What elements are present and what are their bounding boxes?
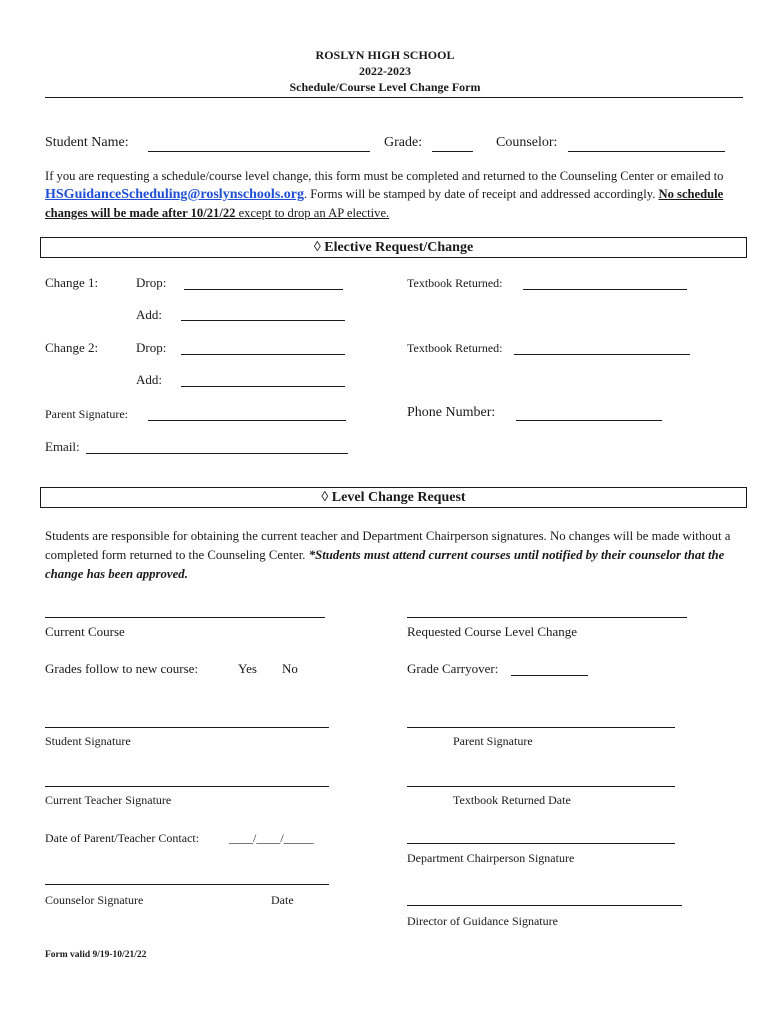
deadline-notice: No schedule changes will be made after 10/21/22 — [45, 187, 724, 220]
change-1-add-field[interactable] — [181, 320, 345, 321]
change-1-add-label: Add: — [136, 307, 162, 322]
current-course-field[interactable] — [45, 617, 325, 618]
student-name-label: Student Name: — [45, 135, 129, 150]
grades-follow-no[interactable]: No — [282, 661, 298, 676]
textbook-date-field[interactable] — [407, 786, 675, 787]
counselor-label: Counselor: — [496, 135, 558, 150]
intro-text-2: . Forms will be stamped by date of receipt and addressed accordingly. — [304, 187, 659, 201]
contact-date-field[interactable]: ____/____/_____ — [229, 831, 314, 845]
counselor-field[interactable] — [568, 151, 725, 152]
counselor-date-label: Date — [271, 893, 294, 907]
parent-signature-caption: Parent Signature — [453, 734, 533, 748]
parent-signature-field[interactable] — [148, 420, 346, 421]
change-1-drop-label: Drop: — [136, 275, 167, 290]
email-label: Email: — [45, 439, 80, 454]
parent-signature-line[interactable] — [407, 727, 675, 728]
grades-follow-label: Grades follow to new course: — [45, 661, 199, 676]
form-title: Schedule/Course Level Change Form — [289, 80, 481, 94]
level-paragraph — [45, 527, 745, 584]
parent-signature-label: Parent Signature: — [45, 407, 128, 421]
current-course-label: Current Course — [45, 624, 125, 639]
textbook-returned-2-label: Textbook Returned: — [407, 341, 503, 355]
student-signature-field[interactable] — [45, 727, 329, 728]
ap-exception-note: except to drop an AP elective. — [235, 206, 390, 220]
school-name: ROSLYN HIGH SCHOOL — [315, 48, 455, 62]
email-field[interactable] — [86, 453, 348, 454]
grade-field[interactable] — [432, 151, 473, 152]
guidance-email-link[interactable]: HSGuidanceScheduling@roslynschools.org — [45, 187, 304, 202]
textbook-returned-2-field[interactable] — [514, 354, 690, 355]
director-signature-field[interactable] — [407, 905, 682, 906]
phone-number-label: Phone Number: — [407, 405, 496, 420]
change-2-add-label: Add: — [136, 372, 162, 387]
change-2-drop-field[interactable] — [181, 354, 345, 355]
contact-date-label: Date of Parent/Teacher Contact: — [45, 831, 200, 845]
grades-follow-yes[interactable]: Yes — [238, 661, 257, 676]
chairperson-signature-label: Department Chairperson Signature — [407, 851, 575, 865]
attendance-notice: *Students must attend current courses until notified by their counselor that the change has been approved. — [45, 548, 725, 581]
counselor-signature-label: Counselor Signature — [45, 893, 144, 907]
counselor-signature-field[interactable] — [45, 884, 329, 885]
elective-section-header: ◊ Elective Request/Change — [40, 237, 747, 258]
change-2-drop-label: Drop: — [136, 340, 167, 355]
student-signature-label: Student Signature — [45, 734, 131, 748]
change-2-add-field[interactable] — [181, 386, 345, 387]
level-paragraph-text: Students are responsible for obtaining the current teacher and Department Chairperson signatures. No changes will be made without a completed form returned to the Counseling Center. — [45, 529, 731, 562]
change-1-drop-field[interactable] — [184, 289, 343, 290]
teacher-signature-field[interactable] — [45, 786, 329, 787]
level-section-header: ◊ Level Change Request — [40, 487, 747, 508]
grade-label: Grade: — [384, 135, 423, 150]
requested-level-field[interactable] — [407, 617, 687, 618]
textbook-returned-1-field[interactable] — [523, 289, 687, 290]
textbook-date-label: Textbook Returned Date — [453, 793, 571, 807]
student-name-field[interactable] — [148, 151, 370, 152]
textbook-returned-1-label: Textbook Returned: — [407, 276, 503, 290]
header-divider — [45, 97, 743, 98]
intro-paragraph — [45, 167, 745, 222]
requested-level-label: Requested Course Level Change — [407, 624, 578, 639]
intro-text-1: If you are requesting a schedule/course level change, this form must be completed and returned to the Counseling Center or emailed to — [45, 169, 724, 183]
grade-carryover-field[interactable] — [511, 675, 588, 676]
change-1-label: Change 1: — [45, 275, 99, 290]
form-validity-note: Form valid 9/19-10/21/22 — [45, 950, 147, 960]
phone-number-field[interactable] — [516, 420, 662, 421]
change-2-label: Change 2: — [45, 340, 99, 355]
chairperson-signature-field[interactable] — [407, 843, 675, 844]
school-year: 2022-2023 — [359, 64, 411, 78]
director-signature-label: Director of Guidance Signature — [407, 914, 558, 928]
grade-carryover-label: Grade Carryover: — [407, 661, 499, 676]
teacher-signature-label: Current Teacher Signature — [45, 793, 172, 807]
